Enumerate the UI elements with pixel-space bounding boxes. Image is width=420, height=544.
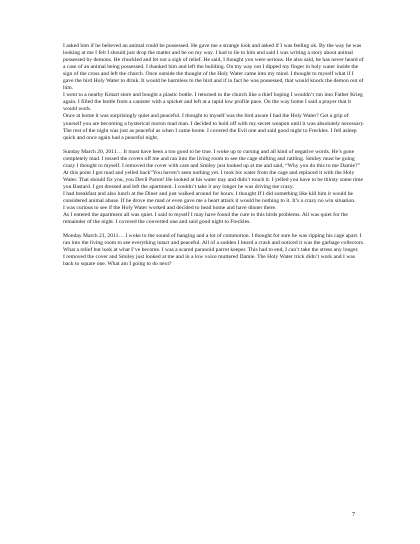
paragraph: I removed the cover and Smiley just looked at me and in a low voice muttered Damie. The Holy Water trick didn’t work and I was back to square one. What am I going to do next? <box>63 254 355 268</box>
paragraph-spacer <box>63 142 365 149</box>
paragraph: I was curious to see if the Holy Water worked and decided to head home and have dinner there. <box>63 205 277 212</box>
paragraph: Monday March 21, 2011… I woke to the sound of banging and a lot of commotion. I thought for sure he was ripping his cage apart. I ran into the living room to see everything intact and peaceful. All of a sudden I heard a crash and noticed it was the garbage collectors. What a relief but look at what I’ve become. I was a scared paranoid parrot keeper. This had to end, I can’t take the stress any longer. <box>63 233 365 254</box>
body-text <box>63 43 365 269</box>
paragraph: As I entered the apartment all was quiet. I said to myself I may have found the cure to this birds problems. All was quiet for the remainder of the night. I covered the converted one and said good night to Freckles. <box>63 212 348 226</box>
page-number: 7 <box>352 512 355 518</box>
paragraph: I asked him if he believed an animal could be possessed. He gave me a strange look and asked if I was feeling ok. By the way he was looking at me I felt I should just drop the matter and be on my way. I had to lie to him and said I was writing a story about animal possessed by demons. He chuckled and let out a sigh of relief. He said, I thought you were serious. He also said, he has never heard of a case of an animal being possessed. I thanked him and left the building. On my way out I dipped my finger in holy water inside the sign of the cross and left the church. Once outside the thought of the Holy Water came into my mind. I thought to myself what if I gave the bird Holy Water to drink. It would be harmless to the bird and if in fact he was possessed, that would knock the demon out of him. <box>63 43 364 92</box>
paragraph: I went to a nearby Kmart store and bought a plastic bottle. I returned to the church like a thief hoping I wouldn’t run into Father Krieg again. I filled the bottle from a canister with a spicket and left at a rapid low profile pace. On the way home I said a prayer that it would work. <box>63 92 363 113</box>
paragraph: Sunday March 20, 2011… It must have been a too good to be true. I woke up to cursing and all kind of negative words. He’s gone completely mad. I tossed the covers off me and ran into the living room to see the cage shifting and rattling. Smiley must be going crazy I thought to myself. I removed the cover with care and Smiley just looked up at me and said, “Why you do this to me Damie?” At this point I got mad and yelled back”You haven’t seen nothing yet. I took his water from the cage and replaced it with the Holy Water. That should fix you, you Devil Parrot! He looked at his water tray and didn’t touch it. I yelled you have to be thirsty some time you Bastard. I got dressed and left the apartment. I couldn’t take it any longer he was driving me crazy. <box>63 148 363 190</box>
paragraph: I had breakfast and also lunch at the Diner and just walked around for hours. I thought If I did something like kill him it would be considered animal abuse. If he drove me mad or even gave me a heart attack it would be nothing to it. It’s a crazy no win situation. <box>63 190 356 205</box>
paragraph: Once at home it was surprisingly quiet and peaceful. I thought to myself was the bird aware I had the Holy Water? Get a grip of yourself you are becoming a hysterical moron mad man. I decided to hold off with my secret weapon until it was absolutely necessary. The rest of the night was just as peaceful as when I came home. I covered the Evil one and said good night to Freckles. I fell asleep quick and once again had a peaceful night. <box>63 113 365 141</box>
